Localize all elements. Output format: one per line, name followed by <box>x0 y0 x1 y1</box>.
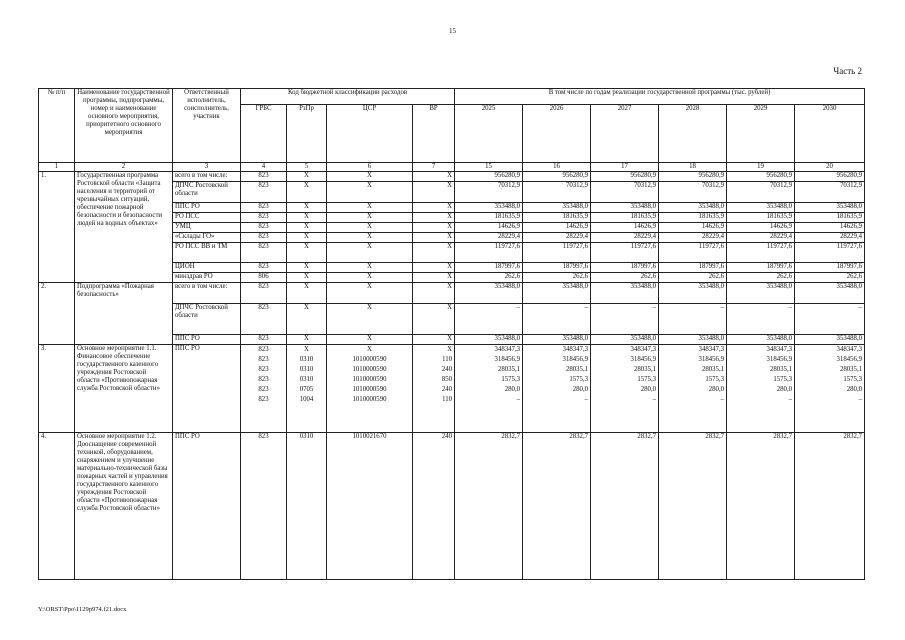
header-rzpr: РзПр <box>287 105 327 163</box>
table-row <box>39 283 865 304</box>
year-value: 28035,1 <box>769 366 793 373</box>
year-value: 280,0 <box>776 386 793 393</box>
year-value: 28035,1 <box>633 366 657 373</box>
csr-cell: Х <box>327 213 413 223</box>
vr-value: 240 <box>441 386 453 393</box>
header-csr: ЦСР <box>327 105 413 163</box>
rzpr-value: 0310 <box>299 366 314 373</box>
year-stack-cell <box>523 345 591 433</box>
table-row <box>39 433 865 580</box>
csr-cell: 1010021670 <box>327 433 413 580</box>
year-value: – <box>584 396 589 403</box>
year-value-cell: 28229,4 <box>795 233 865 243</box>
rzpr-value: 0310 <box>299 376 314 383</box>
year-value-cell: 353488,0 <box>727 335 795 345</box>
year-value-cell: – <box>659 304 727 335</box>
header-year-2027: 2027 <box>591 105 659 163</box>
year-value-cell: 14626,9 <box>795 223 865 233</box>
year-value: – <box>652 396 657 403</box>
year-value-cell: 353488,0 <box>523 283 591 304</box>
part-label: Часть 2 <box>833 66 862 76</box>
responsible-cell: УМЦ <box>173 223 241 233</box>
year-value-cell: 2832,7 <box>455 433 523 580</box>
vr-value: 110 <box>442 356 453 363</box>
year-value-cell: 353488,0 <box>795 335 865 345</box>
header-num: № п/п <box>39 89 75 163</box>
year-value-cell: 28229,4 <box>455 233 523 243</box>
csr-cell: Х <box>327 203 413 213</box>
responsible-cell: ДПЧС Ростовской области <box>173 182 241 203</box>
year-value-cell: 353488,0 <box>523 335 591 345</box>
rzpr-cell: Х <box>287 263 327 273</box>
column-number-cell: 19 <box>727 163 795 172</box>
grbs-value: 823 <box>258 396 269 403</box>
rzpr-value: 0705 <box>299 386 314 393</box>
vr-cell: Х <box>413 213 455 223</box>
responsible-cell: всего в том числе: <box>173 283 241 304</box>
csr-cell: Х <box>327 172 413 182</box>
year-value: – <box>788 396 793 403</box>
grbs-value: 823 <box>258 356 269 363</box>
rzpr-cell: Х <box>287 243 327 263</box>
year-value-cell: 14626,9 <box>591 223 659 233</box>
year-value-cell: 14626,9 <box>727 223 795 233</box>
year-value: 28035,1 <box>839 366 863 373</box>
column-number-cell: 15 <box>455 163 523 172</box>
column-numbers-row <box>39 163 865 172</box>
rzpr-cell: Х <box>287 233 327 243</box>
year-value: 1575,3 <box>501 376 521 383</box>
rzpr-value: 0310 <box>299 356 314 363</box>
csr-cell: Х <box>327 335 413 345</box>
vr-cell: Х <box>413 203 455 213</box>
year-value-cell: 187997,6 <box>591 263 659 273</box>
year-value-cell: 353488,0 <box>455 283 523 304</box>
year-value-cell: 2832,7 <box>523 433 591 580</box>
year-value-cell: 14626,9 <box>523 223 591 233</box>
vr-cell: Х <box>413 273 455 283</box>
year-value: – <box>858 396 863 403</box>
year-value-cell: 14626,9 <box>659 223 727 233</box>
year-value-cell: 70312,9 <box>659 182 727 203</box>
year-value-cell: 956280,9 <box>659 172 727 182</box>
footer-file-path: Y:\ORST\Ppo\1129p974.f21.docx <box>38 606 127 613</box>
year-value-cell: 181635,9 <box>523 213 591 223</box>
year-value-cell: – <box>455 304 523 335</box>
row-name: Основное мероприятие 1.2. Дооснащение современной техникой, оборудованием, снаряжением и улучшение материально-технической базы пожарных частей и управления государственного казенного учреждения Ростовской области «Противопожарная служба Ростовской области» <box>75 433 173 580</box>
column-number-cell: 2 <box>75 163 173 172</box>
year-value-cell: 353488,0 <box>455 335 523 345</box>
csr-cell: Х <box>327 263 413 273</box>
grbs-cell: 823 <box>241 335 287 345</box>
year-value: 280,0 <box>572 386 589 393</box>
csr-value: 1010000590 <box>352 396 387 403</box>
csr-stack-cell <box>327 345 413 433</box>
year-value: 1575,3 <box>843 376 863 383</box>
rzpr-value: 1004 <box>299 396 314 403</box>
responsible-cell: ДПЧС Ростовской области <box>173 304 241 335</box>
grbs-cell: 823 <box>241 233 287 243</box>
csr-value: Х <box>367 346 372 353</box>
year-value-cell: 262,6 <box>659 273 727 283</box>
header-grbs: ГРБС <box>241 105 287 163</box>
vr-cell: Х <box>413 233 455 243</box>
grbs-cell: 823 <box>241 243 287 263</box>
year-stack-cell <box>727 345 795 433</box>
rzpr-value: Х <box>304 346 309 353</box>
year-value-cell: 28229,4 <box>727 233 795 243</box>
year-value: 318456,9 <box>836 356 863 363</box>
rzpr-cell: Х <box>287 223 327 233</box>
year-value-cell: 181635,9 <box>659 213 727 223</box>
year-value-cell: 262,6 <box>591 273 659 283</box>
year-value-cell: 187997,6 <box>727 263 795 273</box>
responsible-cell: «Склады ГО» <box>173 233 241 243</box>
vr-cell: Х <box>413 223 455 233</box>
year-value-cell: – <box>523 304 591 335</box>
row-name: Основное мероприятие 1.1. Финансовое обеспечение государственного казенного учреждения Ростовской области «Противопожарная служба Ростовской области» <box>75 345 173 433</box>
column-number-cell: 20 <box>795 163 865 172</box>
column-number-cell: 5 <box>287 163 327 172</box>
year-value-cell: 353488,0 <box>795 283 865 304</box>
grbs-value: 823 <box>258 346 269 353</box>
responsible-cell: ППС РО <box>173 203 241 213</box>
year-value-cell: – <box>795 304 865 335</box>
year-value-cell: 70312,9 <box>523 182 591 203</box>
column-number-cell: 4 <box>241 163 287 172</box>
header-year-2030: 2030 <box>795 105 865 163</box>
column-number-cell: 17 <box>591 163 659 172</box>
grbs-value: 823 <box>258 376 269 383</box>
year-value-cell: 181635,9 <box>795 213 865 223</box>
year-value-cell: 187997,6 <box>659 263 727 273</box>
rzpr-stack-cell <box>287 345 327 433</box>
year-value: 318456,9 <box>630 356 657 363</box>
responsible-cell: ППС РО <box>173 335 241 345</box>
column-number-cell: 16 <box>523 163 591 172</box>
grbs-cell: 823 <box>241 283 287 304</box>
grbs-cell: 823 <box>241 223 287 233</box>
vr-stack-cell <box>413 345 455 433</box>
csr-cell: Х <box>327 223 413 233</box>
header-kbk: Код бюджетной классификации расходов <box>241 89 455 105</box>
year-value: 280,0 <box>640 386 657 393</box>
table-row <box>39 345 865 433</box>
year-value: 348347,3 <box>766 346 793 353</box>
row-number: 1. <box>39 172 75 283</box>
year-value: 348347,3 <box>562 346 589 353</box>
year-value-cell: 353488,0 <box>591 283 659 304</box>
responsible-cell: всего в том числе: <box>173 172 241 182</box>
year-value: 348347,3 <box>494 346 521 353</box>
year-stack-cell <box>659 345 727 433</box>
budget-table <box>38 88 865 580</box>
header-years-group: В том числе по годам реализации государственной программы (тыс. рублей) <box>455 89 865 105</box>
year-value-cell: 262,6 <box>455 273 523 283</box>
year-value-cell: 2832,7 <box>659 433 727 580</box>
year-value-cell: 353488,0 <box>659 203 727 213</box>
vr-value: 110 <box>442 396 453 403</box>
year-value-cell: 353488,0 <box>455 203 523 213</box>
rzpr-cell: Х <box>287 335 327 345</box>
year-value: 318456,9 <box>766 356 793 363</box>
year-value-cell: 956280,9 <box>591 172 659 182</box>
year-value: 28035,1 <box>497 366 521 373</box>
grbs-cell: 823 <box>241 263 287 273</box>
year-value: 1575,3 <box>569 376 589 383</box>
grbs-cell: 806 <box>241 273 287 283</box>
year-value: 348347,3 <box>836 346 863 353</box>
grbs-value: 823 <box>258 386 269 393</box>
year-value-cell: 2832,7 <box>795 433 865 580</box>
column-number-cell: 18 <box>659 163 727 172</box>
year-value-cell: 956280,9 <box>795 172 865 182</box>
header-year-2029: 2029 <box>727 105 795 163</box>
year-value: 1575,3 <box>705 376 725 383</box>
vr-value: 850 <box>441 376 453 383</box>
year-value: 280,0 <box>846 386 863 393</box>
year-value: 280,0 <box>708 386 725 393</box>
year-value-cell: 119727,6 <box>591 243 659 263</box>
year-value-cell: 70312,9 <box>591 182 659 203</box>
column-number-cell: 1 <box>39 163 75 172</box>
year-value-cell: 119727,6 <box>659 243 727 263</box>
year-value-cell: 119727,6 <box>523 243 591 263</box>
year-value-cell: 119727,6 <box>727 243 795 263</box>
year-value-cell: 70312,9 <box>795 182 865 203</box>
year-value-cell: 2832,7 <box>727 433 795 580</box>
row-name: Подпрограмма «Пожарная безопасность» <box>75 283 173 345</box>
vr-cell: Х <box>413 283 455 304</box>
rzpr-cell: Х <box>287 273 327 283</box>
year-value-cell: 119727,6 <box>455 243 523 263</box>
year-value-cell: 353488,0 <box>727 283 795 304</box>
rzpr-cell: Х <box>287 203 327 213</box>
year-value-cell: 956280,9 <box>727 172 795 182</box>
year-value-cell: 181635,9 <box>591 213 659 223</box>
year-value: 318456,9 <box>494 356 521 363</box>
year-value-cell: 353488,0 <box>591 335 659 345</box>
row-number: 3. <box>39 345 75 433</box>
year-value: 318456,9 <box>562 356 589 363</box>
vr-value: Х <box>447 346 453 353</box>
grbs-cell: 823 <box>241 304 287 335</box>
vr-cell: Х <box>413 172 455 182</box>
year-value: 28035,1 <box>701 366 725 373</box>
responsible-cell: ЦИОН <box>173 263 241 273</box>
year-value: 348347,3 <box>630 346 657 353</box>
column-number-cell: 3 <box>173 163 241 172</box>
year-value-cell: 956280,9 <box>523 172 591 182</box>
year-value-cell: 262,6 <box>523 273 591 283</box>
responsible-cell: минздрав РО <box>173 273 241 283</box>
row-name: Государственная программа Ростовской области «Защита населения и территорий от чрезвычайных ситуаций, обеспечение пожарной безопасности и безопасности людей на водных объектах» <box>75 172 173 283</box>
year-value-cell: 353488,0 <box>591 203 659 213</box>
grbs-value: 823 <box>258 366 269 373</box>
grbs-cell: 823 <box>241 433 287 580</box>
year-value: – <box>516 396 521 403</box>
row-number: 4. <box>39 433 75 580</box>
responsible-cell: РО ПСС <box>173 213 241 223</box>
csr-value: 1010000590 <box>352 366 387 373</box>
year-value-cell: 181635,9 <box>455 213 523 223</box>
header-name: Наименование государственной программы, подпрограммы, номер и наименование основного мероприятия, приоритетного основного мероприятия <box>75 89 173 163</box>
year-value-cell: 14626,9 <box>455 223 523 233</box>
vr-value: 240 <box>441 366 453 373</box>
year-value: 348347,3 <box>698 346 725 353</box>
year-value-cell: – <box>727 304 795 335</box>
page-number: 15 <box>449 27 456 35</box>
csr-cell: Х <box>327 182 413 203</box>
vr-cell: Х <box>413 182 455 203</box>
csr-cell: Х <box>327 283 413 304</box>
header-responsible: Ответственный исполнитель, соисполнитель, участник <box>173 89 241 163</box>
csr-cell: Х <box>327 243 413 263</box>
header-year-2025: 2025 <box>455 105 523 163</box>
rzpr-cell: Х <box>287 172 327 182</box>
year-value-cell: 262,6 <box>795 273 865 283</box>
year-value-cell: 187997,6 <box>523 263 591 273</box>
year-value-cell: 187997,6 <box>795 263 865 273</box>
grbs-cell: 823 <box>241 172 287 182</box>
year-value: 1575,3 <box>637 376 657 383</box>
year-value: 1575,3 <box>773 376 793 383</box>
header-vr: ВР <box>413 105 455 163</box>
table-row <box>39 172 865 182</box>
responsible-cell: РО ПСС ВВ и ТМ <box>173 243 241 263</box>
vr-cell: Х <box>413 263 455 273</box>
year-value-cell: 119727,6 <box>795 243 865 263</box>
year-value: 318456,9 <box>698 356 725 363</box>
year-value-cell: 70312,9 <box>455 182 523 203</box>
grbs-cell: 823 <box>241 182 287 203</box>
vr-cell: Х <box>413 304 455 335</box>
year-value-cell: 2832,7 <box>591 433 659 580</box>
rzpr-cell: Х <box>287 213 327 223</box>
header-year-2026: 2026 <box>523 105 591 163</box>
csr-value: 1010000590 <box>352 376 387 383</box>
year-value-cell: 353488,0 <box>795 203 865 213</box>
vr-cell: Х <box>413 243 455 263</box>
csr-cell: Х <box>327 304 413 335</box>
vr-cell: Х <box>413 335 455 345</box>
csr-cell: Х <box>327 233 413 243</box>
rzpr-cell: Х <box>287 182 327 203</box>
row-number: 2. <box>39 283 75 345</box>
year-value-cell: 70312,9 <box>727 182 795 203</box>
grbs-cell: 823 <box>241 203 287 213</box>
responsible-cell: ППС РО <box>173 345 241 433</box>
csr-value: 1010000590 <box>352 386 387 393</box>
rzpr-cell: 0310 <box>287 433 327 580</box>
year-stack-cell <box>795 345 865 433</box>
column-number-cell: 6 <box>327 163 413 172</box>
year-value: 280,0 <box>504 386 521 393</box>
csr-cell: Х <box>327 273 413 283</box>
responsible-cell: ППС РО <box>173 433 241 580</box>
year-value-cell: 353488,0 <box>659 283 727 304</box>
year-value-cell: 28229,4 <box>591 233 659 243</box>
year-stack-cell <box>455 345 523 433</box>
grbs-cell: 823 <box>241 213 287 223</box>
year-value-cell: 353488,0 <box>659 335 727 345</box>
vr-cell: 240 <box>413 433 455 580</box>
year-value: – <box>720 396 725 403</box>
rzpr-cell: Х <box>287 283 327 304</box>
header-year-2028: 2028 <box>659 105 727 163</box>
year-value-cell: 956280,9 <box>455 172 523 182</box>
column-number-cell: 7 <box>413 163 455 172</box>
year-value-cell: 181635,9 <box>727 213 795 223</box>
grbs-stack-cell <box>241 345 287 433</box>
rzpr-cell: Х <box>287 304 327 335</box>
year-value-cell: 262,6 <box>727 273 795 283</box>
csr-value: 1010000590 <box>352 356 387 363</box>
year-value-cell: 353488,0 <box>523 203 591 213</box>
year-value-cell: 187997,6 <box>455 263 523 273</box>
year-value: 28035,1 <box>565 366 589 373</box>
year-value-cell: – <box>591 304 659 335</box>
year-value-cell: 28229,4 <box>523 233 591 243</box>
year-value-cell: 28229,4 <box>659 233 727 243</box>
year-stack-cell <box>591 345 659 433</box>
year-value-cell: 353488,0 <box>727 203 795 213</box>
